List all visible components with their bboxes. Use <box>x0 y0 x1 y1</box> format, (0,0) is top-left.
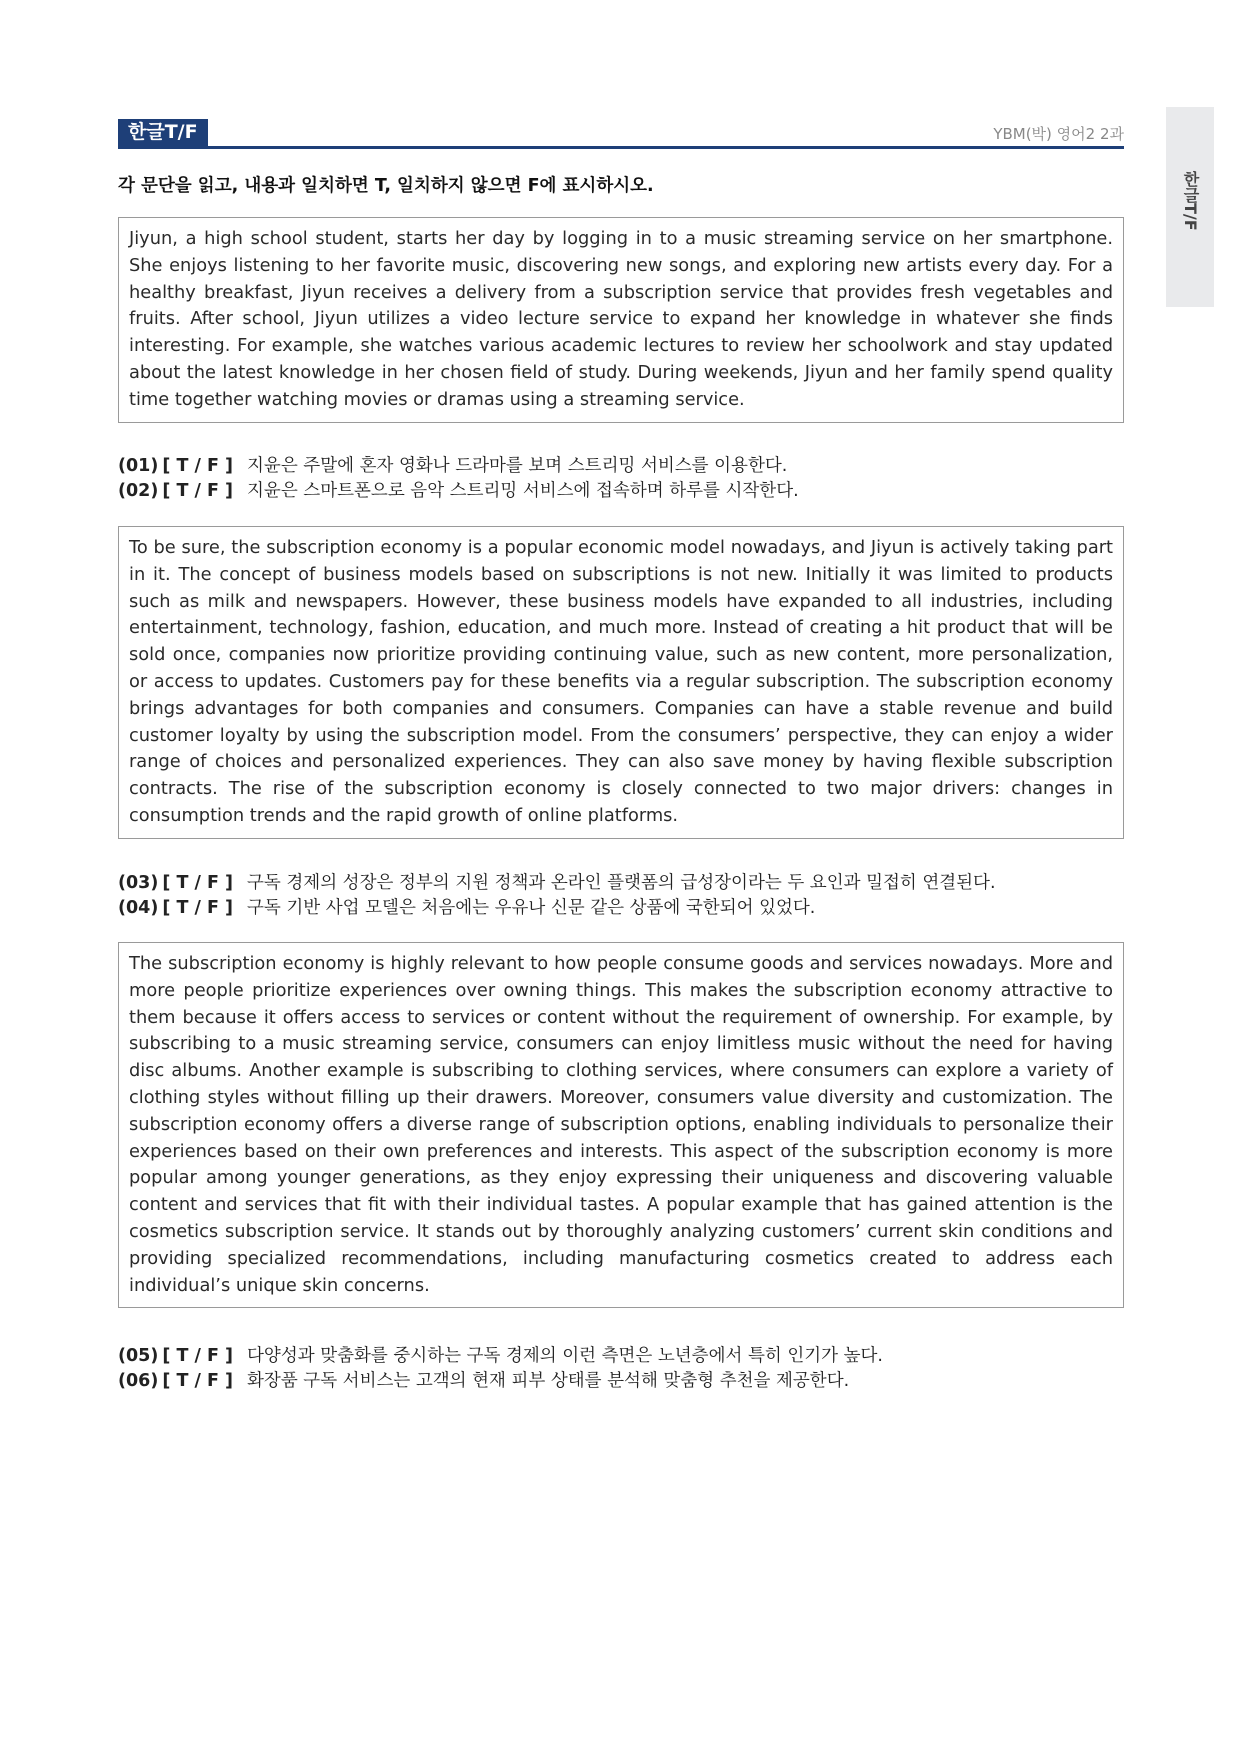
question-1 <box>118 454 787 478</box>
question-number: (05) <box>118 1346 159 1366</box>
question-text: 화장품 구독 서비스는 고객의 현재 피부 상태를 분석해 맞춤형 추천을 제공한다. <box>247 1371 850 1391</box>
question-number: (02) <box>118 481 159 501</box>
tf-marker[interactable]: [ T / F ] <box>162 873 234 893</box>
source-label: YBM(박) 영어2 2과 <box>993 125 1124 143</box>
passage-3: The subscription economy is highly relevant to how people consume goods and services nowadays. More and more people prioritize experiences over owning things. This makes the subscription economy attractive to them because it offers access to services or content without the requirement of ownership. For example, by subscribing to a music streaming service, consumers can enjoy limitless music without the need for having disc albums. Another example is subscribing to clothing services, where consumers can explore a variety of clothing styles without filling up their drawers. Moreover, consumers value diversity and customization. The subscription economy offers a diverse range of subscription options, enabling individuals to personalize their experiences based on their own preferences and interests. This aspect of the subscription economy is more popular among younger generations, as they enjoy expressing their uniqueness and discovering valuable content and services that fit with their individual tastes. A popular example that has gained attention is the cosmetics subscription service. It stands out by thoroughly analyzing customers’ current skin conditions and providing specialized recommendations, including manufacturing cosmetics created to address each individual’s unique skin concerns. <box>118 942 1124 1308</box>
tf-marker[interactable]: [ T / F ] <box>162 1371 234 1391</box>
question-text: 구독 경제의 성장은 정부의 지원 정책과 온라인 플랫폼의 급성장이라는 두 요인과 밀접히 연결된다. <box>247 873 996 893</box>
page-header <box>118 119 1124 149</box>
question-3 <box>118 871 996 895</box>
instruction: 각 문단을 읽고, 내용과 일치하면 T, 일치하지 않으면 F에 표시하시오. <box>118 176 654 196</box>
question-text: 지윤은 스마트폰으로 음악 스트리밍 서비스에 접속하며 하루를 시작한다. <box>247 481 799 501</box>
question-4 <box>118 896 815 920</box>
question-5 <box>118 1344 883 1368</box>
question-number: (06) <box>118 1371 159 1391</box>
question-number: (03) <box>118 873 159 893</box>
tf-marker[interactable]: [ T / F ] <box>162 456 234 476</box>
question-text: 지윤은 주말에 혼자 영화나 드라마를 보며 스트리밍 서비스를 이용한다. <box>247 456 788 476</box>
tf-marker[interactable]: [ T / F ] <box>162 1346 234 1366</box>
tf-marker[interactable]: [ T / F ] <box>162 481 234 501</box>
question-number: (01) <box>118 456 159 476</box>
question-number: (04) <box>118 898 159 918</box>
side-tab-label: 한글T/F <box>1181 171 1200 231</box>
question-2 <box>118 479 799 503</box>
passage-1: Jiyun, a high school student, starts her day by logging in to a music streaming service on her smartphone. She enjoys listening to her favorite music, discovering new songs, and exploring new artists every day. For a healthy breakfast, Jiyun receives a delivery from a subscription service that provides fresh vegetables and fruits. After school, Jiyun utilizes a video lecture service to expand her knowledge in whatever she finds interesting. For example, she watches various academic lectures to review her schoolwork and stay updated about the latest knowledge in her chosen field of study. During weekends, Jiyun and her family spend quality time together watching movies or dramas using a streaming service. <box>118 217 1124 423</box>
question-text: 다양성과 맞춤화를 중시하는 구독 경제의 이런 측면은 노년층에서 특히 인기가 높다. <box>247 1346 883 1366</box>
question-text: 구독 기반 사업 모델은 처음에는 우유나 신문 같은 상품에 국한되어 있었다. <box>247 898 816 918</box>
question-6 <box>118 1369 849 1393</box>
side-tab <box>1166 107 1214 307</box>
passage-2: To be sure, the subscription economy is a popular economic model nowadays, and Jiyun is actively taking part in it. The concept of business models based on subscriptions is not new. Initially it was limited to products such as milk and newspapers. However, these business models have expanded to all industries, including entertainment, technology, fashion, education, and much more. Instead of creating a hit product that will be sold once, companies now prioritize providing continuing value, such as new content, more personalization, or access to updates. Customers pay for these benefits via a regular subscription. The subscription economy brings advantages for both companies and consumers. Companies can have a stable revenue and build customer loyalty by using the subscription model. From the consumers’ perspective, they can enjoy a wider range of choices and personalized experiences. They can also save money by having flexible subscription contracts. The rise of the subscription economy is closely connected to two major drivers: changes in consumption trends and the rapid growth of online platforms. <box>118 526 1124 839</box>
tf-marker[interactable]: [ T / F ] <box>162 898 234 918</box>
section-tag: 한글T/F <box>118 119 208 146</box>
